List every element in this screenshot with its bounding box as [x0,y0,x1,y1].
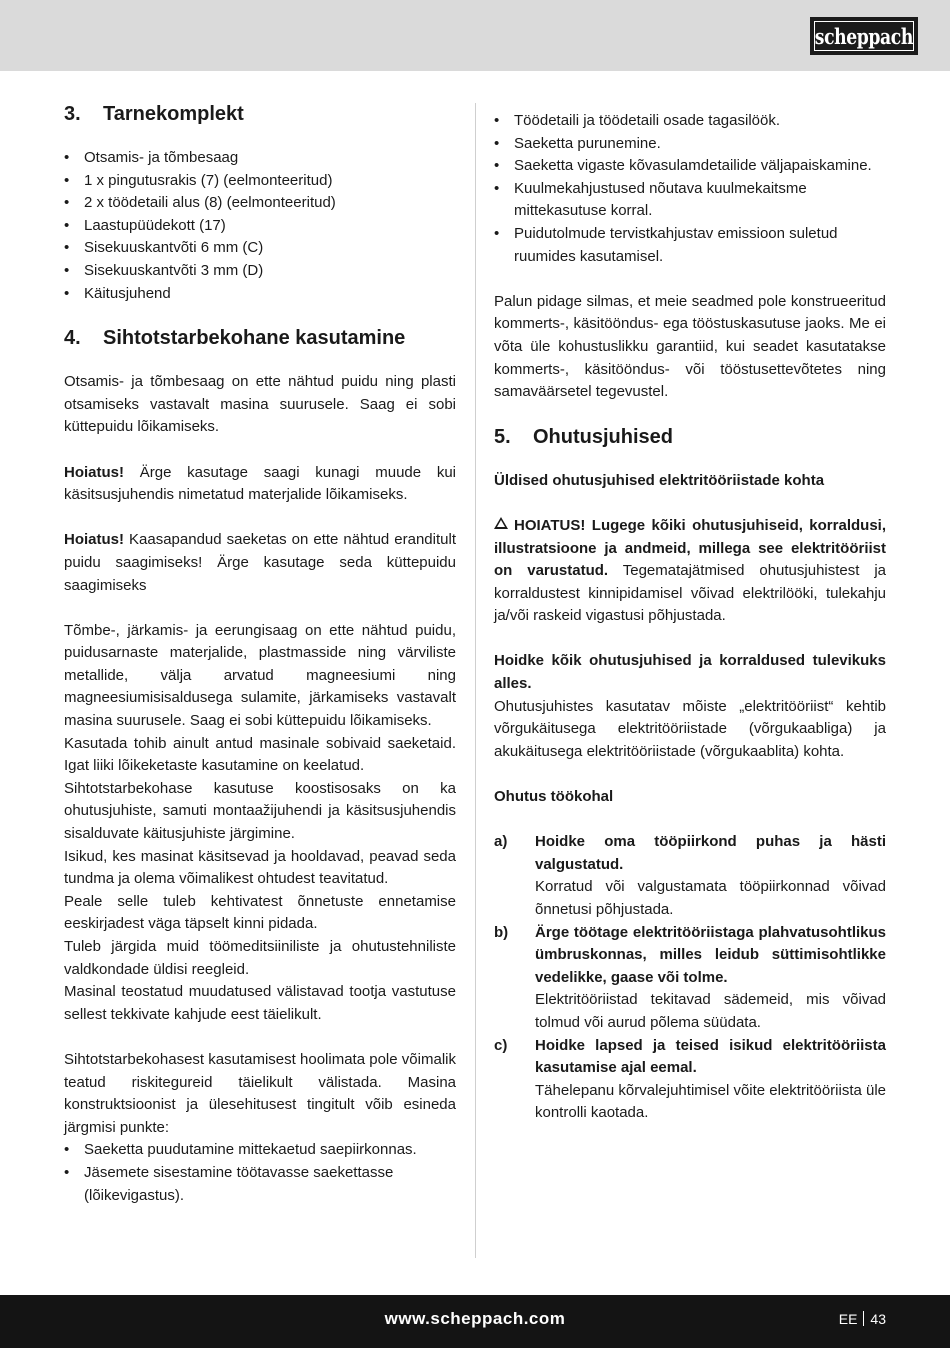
item-explanation: Tähelepanu kõrvalejuhtimisel võite elektritööriista üle kontrolli kaotada. [535,1081,887,1122]
item-label: b) [494,923,509,941]
footer-bar [0,1295,950,1348]
section-3-number: 3. [64,103,81,125]
section-5-title: Ohutusjuhised [533,425,673,448]
paragraph: Otsamis- ja tõmbesaag on ette nähtud puidu ning plasti otsamiseks vastavalt masina suurusele. Saag ei sobi küttepuidu lõikamiseks. [64,373,456,436]
subheading: Üldised ohutusjuhised elektritööriistade kohta [494,471,825,489]
delivery-list [64,147,456,305]
keep-instructions-heading: Hoidke kõik ohutusjuhised ja korraldused tulevikuks alles. [494,652,886,693]
section-3-heading [64,100,456,128]
list-item: • Töödetaili ja töödetaili osade tagasilöök. [494,110,886,133]
paragraph: Isikud, kes masinat käsitsevad ja hooldavad, peavad seda tundma ja olema võimalikest ohtudest teavitatud. [64,847,456,888]
list-item: • Saeketta purunemine. [494,133,886,156]
warning-label: Hoiatus! [64,531,124,549]
paragraph: Sihtotstarbekohasest kasutamisest hoolimata pole võimalik teatud riskitegureid täielikult välistada. Masina konstruktsioonist ja ülesehitusest tingitult võib esineda järgmisi punkte: [64,1050,456,1136]
section-4-heading [64,324,456,352]
risk-list-continued [494,110,886,268]
warning-icon [494,517,508,529]
warning-paragraph [64,462,456,507]
brand-logo-frame [814,21,914,51]
list-item: • Sisekuuskantvõti 6 mm (C) [64,237,456,260]
paragraph: Palun pidage silmas, et meie seadmed pole konstrueeritud kommerts-, käsitööndus- ega tööstuskasutuse jaoks. Me ei võta üle kohustuslikku garantiid, kui seadet kasutatakse kommerts-, käsitööndus- või tööstusettevõtetes ning samaväärsetel tegevustel. [494,292,886,401]
brand-logo [810,17,918,55]
item-explanation: Korratud või valgustamata tööpiirkonnad võivad õnnetusi põhjustada. [535,878,886,918]
warning-label: Hoiatus! [64,463,124,481]
section-5-number: 5. [494,425,511,448]
list-item: • Kuulmekahjustused nõutava kuulmekaitsme mittekasutuse korral. [494,178,886,223]
item-instruction: Hoidke lapsed ja teised isikud elektritööriista kasutamise ajal eemal. [535,1036,886,1077]
section-4-title: Sihtotstarbekohane kasutamine [103,327,406,350]
warning-bold-text: HOIATUS! Lugege kõiki ohutusjuhiseid, korraldusi, illustratsioone ja andmeid, millega see elektritööriist on varustatud. [494,516,886,580]
warning-text: Tegematajätmised ohutusjuhistest ja korraldustest kinnipidamisel võivad elektrilööki, tulekahju ja/või raskeid vigastusi põhjustada. [494,562,886,625]
page-separator [863,1311,864,1326]
item-label: c) [494,1036,508,1054]
paragraph: Tõmbe-, järkamis- ja eerungisaag on ette nähtud puidu, puidusarnaste materjalide, plastmasside ning värviliste metallide, välja arvatud magneesiumi ning magneesiumisisaldusega sulamite, järkamiseks vastavalt masina suurusele. Saag ei sobi küttepuidu lõikamiseks. [64,621,456,730]
paragraph: Ohutusjuhistes kasutatav mõiste „elektritööriist“ kehtib võrgukäitusega elektritööriistade (võrgukaabliga) ja akukäitusega elektritööriistade (võrgukaablita) kohta. [494,697,886,760]
left-column [64,100,456,1207]
safety-item [494,922,886,1035]
paragraph: Kasutada tohib ainult antud masinale sobivaid saeketaid. Igat liiki lõikeketaste kasutamine on keelatud. [64,734,456,775]
subheading: Ohutus töökohal [494,788,614,806]
item-instruction: Ärge töötage elektritööriistaga plahvatusohtlikus ümbruskonnas, milles leidub süttimisohtlikke vedelikke, gaase või tolme. [535,923,886,986]
item-label: a) [494,833,508,851]
footer-website: www.scheppach.com [384,1309,566,1328]
list-item: • Sisekuuskantvõti 3 mm (D) [64,260,456,283]
item-explanation: Elektritööriistad tekitavad sädemeid, mis võivad tolmud või aurud põlema süüdata. [535,991,886,1031]
header-bar [0,0,950,71]
risk-list [64,1139,456,1207]
item-instruction: Hoidke oma tööpiirkond puhas ja hästi valgustatud. [535,833,886,873]
warning-paragraph [494,515,886,628]
list-item: • Saeketta vigaste kõvasulamdetailide väljapaiskamine. [494,155,886,178]
paragraph: Tuleb järgida muid töömeditsiiniliste ja ohutustehniliste valdkondade üldisi reegleid. [64,938,456,978]
safety-item [494,1035,886,1125]
safety-item [494,831,886,921]
warning-text: Kaasapandud saeketas on ette nähtud eranditult puidu saagimiseks! Ärge kasutage seda küttepuidu saagimiseks [64,531,456,594]
column-divider [475,103,476,1258]
brand-logo-text: scheppach [814,23,914,49]
list-item: • Käitusjuhend [64,283,456,306]
list-item: • 1 x pingutusrakis (7) (eelmonteeritud) [64,170,456,193]
list-item: • Laastupüüdekott (17) [64,215,456,238]
language-code: EE [838,1311,858,1327]
list-item: • Saeketta puudutamine mittekaetud saepiirkonnas. [64,1139,456,1162]
paragraph: Masinal teostatud muudatused välistavad tootja vastutuse sellest tekkivate kahjude eest täielikult. [64,983,456,1023]
list-item: • 2 x töödetaili alus (8) (eelmonteeritud) [64,192,456,215]
section-5-heading [494,423,886,451]
list-item: • Puidutolmude tervistkahjustav emissioon suletud ruumides kasutamisel. [494,223,886,268]
warning-paragraph [64,529,456,597]
section-4-number: 4. [64,327,81,350]
page-indicator [839,1311,886,1327]
section-3-title: Tarnekomplekt [103,103,244,125]
right-column [494,100,886,1125]
list-item: • Jäsemete sisestamine töötavasse saekettasse (lõikevigastus). [64,1162,456,1207]
paragraph: Sihtotstarbekohase kasutuse koostisosaks on ka ohutusjuhiste, samuti montaažijuhendi ja käsitsusjuhendis sisalduvate käitusjuhiste järgimine. [64,779,456,843]
list-item: • Otsamis- ja tõmbesaag [64,147,456,170]
paragraph: Peale selle tuleb kehtivatest õnnetuste ennetamise eeskirjadest väga täpselt kinni pidada. [64,892,456,933]
warning-text: Ärge kasutage saagi kunagi muude kui käsitsusjuhendis nimetatud materjalide lõikamiseks. [64,463,456,504]
page-number: 43 [870,1311,886,1327]
